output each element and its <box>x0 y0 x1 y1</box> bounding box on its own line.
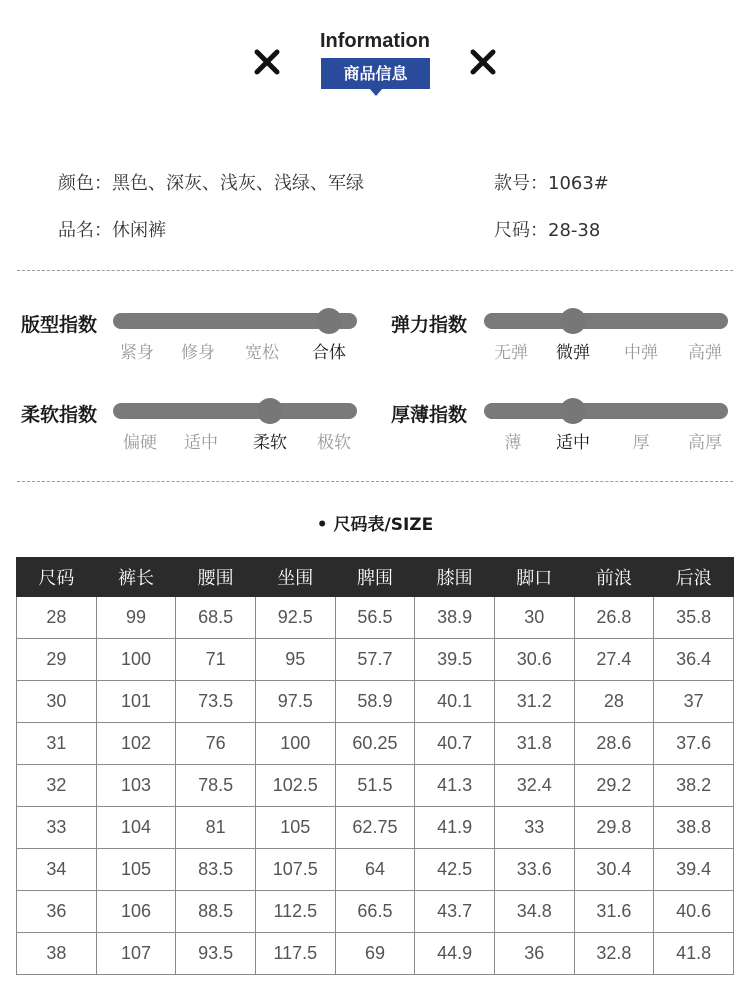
table-row <box>17 723 734 765</box>
index-option: 宽松 <box>245 343 279 363</box>
table-cell: 71 <box>176 639 256 681</box>
index-knob <box>257 398 283 424</box>
table-cell: 99 <box>96 597 176 639</box>
table-cell: 100 <box>255 723 335 765</box>
index-knob <box>560 308 586 334</box>
table-cell: 97.5 <box>255 681 335 723</box>
index-knob <box>560 398 586 424</box>
index-option: 厚 <box>632 433 650 453</box>
table-cell: 93.5 <box>176 933 256 975</box>
table-cell: 31 <box>17 723 97 765</box>
table-row <box>17 639 734 681</box>
table-cell: 34.8 <box>494 891 574 933</box>
table-cell: 106 <box>96 891 176 933</box>
table-cell: 30.4 <box>574 849 654 891</box>
table-cell: 40.1 <box>415 681 495 723</box>
table-cell: 30 <box>17 681 97 723</box>
table-cell: 33.6 <box>494 849 574 891</box>
table-cell: 56.5 <box>335 597 415 639</box>
table-cell: 32.4 <box>494 765 574 807</box>
size-table-header-cell: 脾围 <box>335 558 415 597</box>
table-cell: 107 <box>96 933 176 975</box>
table-cell: 30 <box>494 597 574 639</box>
index-option: 柔软 <box>253 433 287 453</box>
table-cell: 31.2 <box>494 681 574 723</box>
badge-pointer <box>369 88 383 96</box>
table-cell: 39.4 <box>654 849 734 891</box>
index-option: 高厚 <box>688 433 722 453</box>
table-cell: 64 <box>335 849 415 891</box>
table-cell: 32 <box>17 765 97 807</box>
table-cell: 32.8 <box>574 933 654 975</box>
table-cell: 58.9 <box>335 681 415 723</box>
table-cell: 107.5 <box>255 849 335 891</box>
table-cell: 26.8 <box>574 597 654 639</box>
table-cell: 37 <box>654 681 734 723</box>
table-cell: 69 <box>335 933 415 975</box>
size-table-header-cell: 后浪 <box>654 558 734 597</box>
table-cell: 29.8 <box>574 807 654 849</box>
table-cell: 51.5 <box>335 765 415 807</box>
table-cell: 29.2 <box>574 765 654 807</box>
index-option: 修身 <box>181 343 215 363</box>
index-option: 适中 <box>556 433 590 453</box>
table-row <box>17 933 734 975</box>
table-cell: 44.9 <box>415 933 495 975</box>
table-cell: 117.5 <box>255 933 335 975</box>
size-table-header-cell: 裤长 <box>96 558 176 597</box>
table-cell: 92.5 <box>255 597 335 639</box>
table-cell: 102.5 <box>255 765 335 807</box>
table-cell: 83.5 <box>176 849 256 891</box>
table-cell: 112.5 <box>255 891 335 933</box>
index-option: 偏硬 <box>123 433 157 453</box>
table-cell: 29 <box>17 639 97 681</box>
size-table-title: • 尺码表/SIZE <box>316 515 434 535</box>
header-title: Information <box>320 30 430 52</box>
table-cell: 88.5 <box>176 891 256 933</box>
size-table-header-row <box>17 558 734 597</box>
table-cell: 41.9 <box>415 807 495 849</box>
table-cell: 38.8 <box>654 807 734 849</box>
table-cell: 105 <box>96 849 176 891</box>
size-table-header-cell: 坐围 <box>255 558 335 597</box>
table-row <box>17 849 734 891</box>
table-row <box>17 681 734 723</box>
index-option: 合体 <box>312 343 346 363</box>
table-cell: 66.5 <box>335 891 415 933</box>
index-option: 微弹 <box>556 343 590 363</box>
table-cell: 38.9 <box>415 597 495 639</box>
index-title: 版型指数 <box>21 314 98 336</box>
index-title: 柔软指数 <box>21 404 98 426</box>
table-row <box>17 765 734 807</box>
index-option: 中弹 <box>624 343 658 363</box>
table-cell: 33 <box>17 807 97 849</box>
table-cell: 105 <box>255 807 335 849</box>
index-track <box>484 403 728 419</box>
index-title: 厚薄指数 <box>391 404 468 426</box>
size-table-header-cell: 腰围 <box>176 558 256 597</box>
table-cell: 36 <box>17 891 97 933</box>
table-cell: 81 <box>176 807 256 849</box>
table-cell: 38.2 <box>654 765 734 807</box>
table-cell: 38 <box>17 933 97 975</box>
table-cell: 41.3 <box>415 765 495 807</box>
table-cell: 36 <box>494 933 574 975</box>
table-cell: 42.5 <box>415 849 495 891</box>
table-cell: 43.7 <box>415 891 495 933</box>
table-cell: 73.5 <box>176 681 256 723</box>
table-cell: 28.6 <box>574 723 654 765</box>
table-cell: 68.5 <box>176 597 256 639</box>
table-cell: 62.75 <box>335 807 415 849</box>
table-cell: 41.8 <box>654 933 734 975</box>
table-cell: 40.7 <box>415 723 495 765</box>
table-cell: 76 <box>176 723 256 765</box>
table-cell: 101 <box>96 681 176 723</box>
table-cell: 40.6 <box>654 891 734 933</box>
table-cell: 57.7 <box>335 639 415 681</box>
index-option: 薄 <box>504 433 522 453</box>
info-size: 尺码：28-38 <box>494 220 601 241</box>
table-cell: 31.8 <box>494 723 574 765</box>
index-title: 弹力指数 <box>391 314 468 336</box>
info-style-no: 款号：1063# <box>494 173 609 194</box>
table-cell: 28 <box>574 681 654 723</box>
table-cell: 100 <box>96 639 176 681</box>
index-option: 极软 <box>317 433 351 453</box>
table-cell: 28 <box>17 597 97 639</box>
header-badge: 商品信息 <box>321 58 430 89</box>
table-cell: 33 <box>494 807 574 849</box>
index-knob <box>316 308 342 334</box>
table-row <box>17 597 734 639</box>
table-cell: 103 <box>96 765 176 807</box>
size-table-header-cell: 膝围 <box>415 558 495 597</box>
size-table-header-cell: 尺码 <box>17 558 97 597</box>
close-x-icon <box>468 46 498 78</box>
size-table <box>16 557 734 975</box>
table-cell: 30.6 <box>494 639 574 681</box>
table-cell: 95 <box>255 639 335 681</box>
table-cell: 27.4 <box>574 639 654 681</box>
index-track <box>113 403 357 419</box>
size-table-header-cell: 前浪 <box>574 558 654 597</box>
info-name: 品名：休闲裤 <box>58 220 166 241</box>
table-cell: 60.25 <box>335 723 415 765</box>
table-cell: 78.5 <box>176 765 256 807</box>
table-row <box>17 891 734 933</box>
index-option: 紧身 <box>120 343 154 363</box>
table-cell: 102 <box>96 723 176 765</box>
table-cell: 104 <box>96 807 176 849</box>
divider <box>17 481 733 482</box>
divider <box>17 270 733 271</box>
table-cell: 35.8 <box>654 597 734 639</box>
table-cell: 34 <box>17 849 97 891</box>
table-cell: 37.6 <box>654 723 734 765</box>
table-cell: 39.5 <box>415 639 495 681</box>
index-option: 适中 <box>184 433 218 453</box>
info-color: 颜色：黑色、深灰、浅灰、浅绿、军绿 <box>58 173 364 194</box>
table-cell: 31.6 <box>574 891 654 933</box>
index-track <box>484 313 728 329</box>
size-table-header-cell: 脚口 <box>494 558 574 597</box>
table-row <box>17 807 734 849</box>
index-option: 高弹 <box>688 343 722 363</box>
table-cell: 36.4 <box>654 639 734 681</box>
index-option: 无弹 <box>494 343 528 363</box>
index-track <box>113 313 357 329</box>
